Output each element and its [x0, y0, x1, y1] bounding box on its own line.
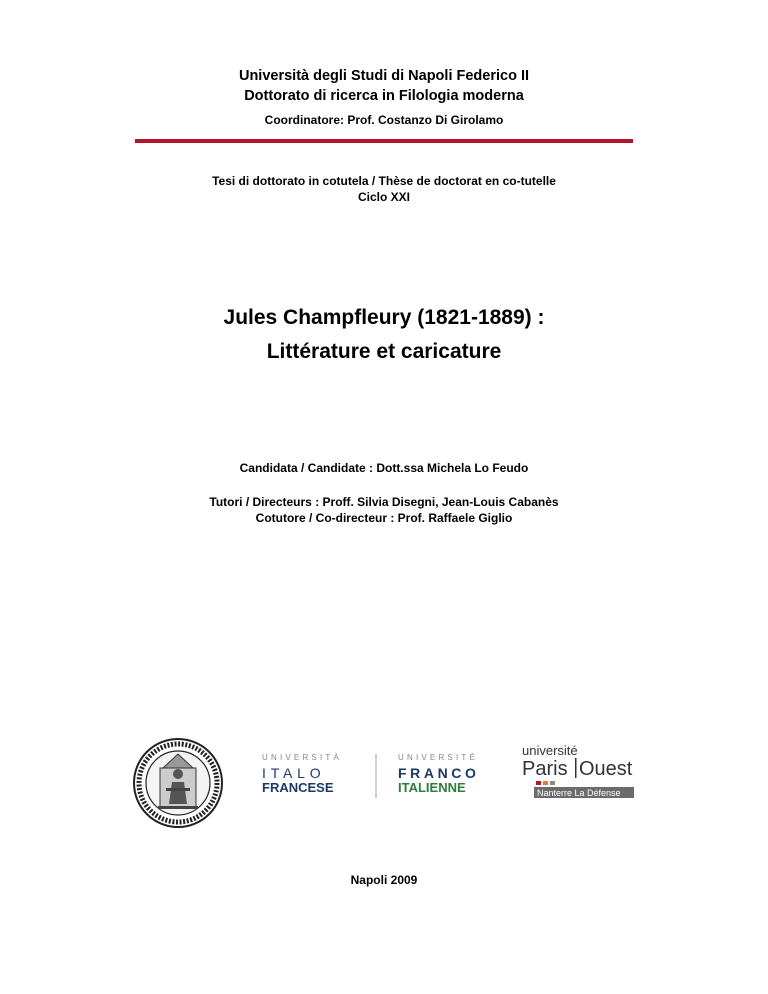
- paris-divider: [575, 758, 577, 778]
- place-date: Napoli 2009: [350, 873, 418, 887]
- paris-square-grey: [550, 781, 555, 785]
- uif-divider: [375, 754, 377, 798]
- candidate: Candidata / Candidate : Dott.ssa Michela Lo Feudo: [239, 461, 529, 475]
- uif-fr-line1: FRANCO: [398, 765, 480, 781]
- paris-right: Ouest: [579, 758, 633, 780]
- coordinator: Coordinatore: Prof. Costanzo Di Girolamo: [264, 113, 504, 127]
- thesis-title: [0, 301, 768, 369]
- paris-square-orange: [543, 781, 548, 785]
- paris-square-red: [536, 781, 541, 785]
- uif-it-line2: FRANCESE: [262, 780, 334, 795]
- uif-it-small: UNIVERSITÀ: [262, 753, 343, 762]
- supervisors: [0, 494, 768, 526]
- universite-paris-ouest-logo: [520, 744, 636, 800]
- federico-ii-seal-logo: [133, 738, 223, 828]
- paris-left: Paris: [522, 758, 568, 780]
- uif-it-line1: ITALO: [262, 765, 326, 781]
- thesis-cycle: Ciclo XXI: [357, 190, 410, 204]
- universita-italo-francese-logo: [260, 752, 490, 800]
- university-name: Università degli Studi di Napoli Federico II: [238, 68, 530, 84]
- thesis-title-line2: Littérature et caricature: [266, 340, 502, 363]
- thesis-info: [0, 173, 768, 205]
- paris-top: université: [522, 744, 578, 758]
- uif-fr-line2: ITALIENNE: [398, 780, 466, 795]
- cotutor: Cotutore / Co-directeur : Prof. Raffaele Giglio: [255, 511, 513, 525]
- header-divider: [135, 139, 633, 143]
- paris-sub: Nanterre La Défense: [537, 788, 621, 798]
- thesis-type: Tesi di dottorato in cotutela / Thèse de doctorat en co-tutelle: [212, 174, 556, 188]
- tutors: Tutori / Directeurs : Proff. Silvia Disegni, Jean-Louis Cabanès: [209, 495, 559, 509]
- thesis-title-line1: Jules Champfleury (1821-1889) :: [223, 306, 545, 329]
- uif-fr-small: UNIVERSITÉ: [398, 753, 479, 762]
- university-header: [0, 66, 768, 106]
- doctorate-name: Dottorato di ricerca in Filologia moderna: [244, 88, 524, 104]
